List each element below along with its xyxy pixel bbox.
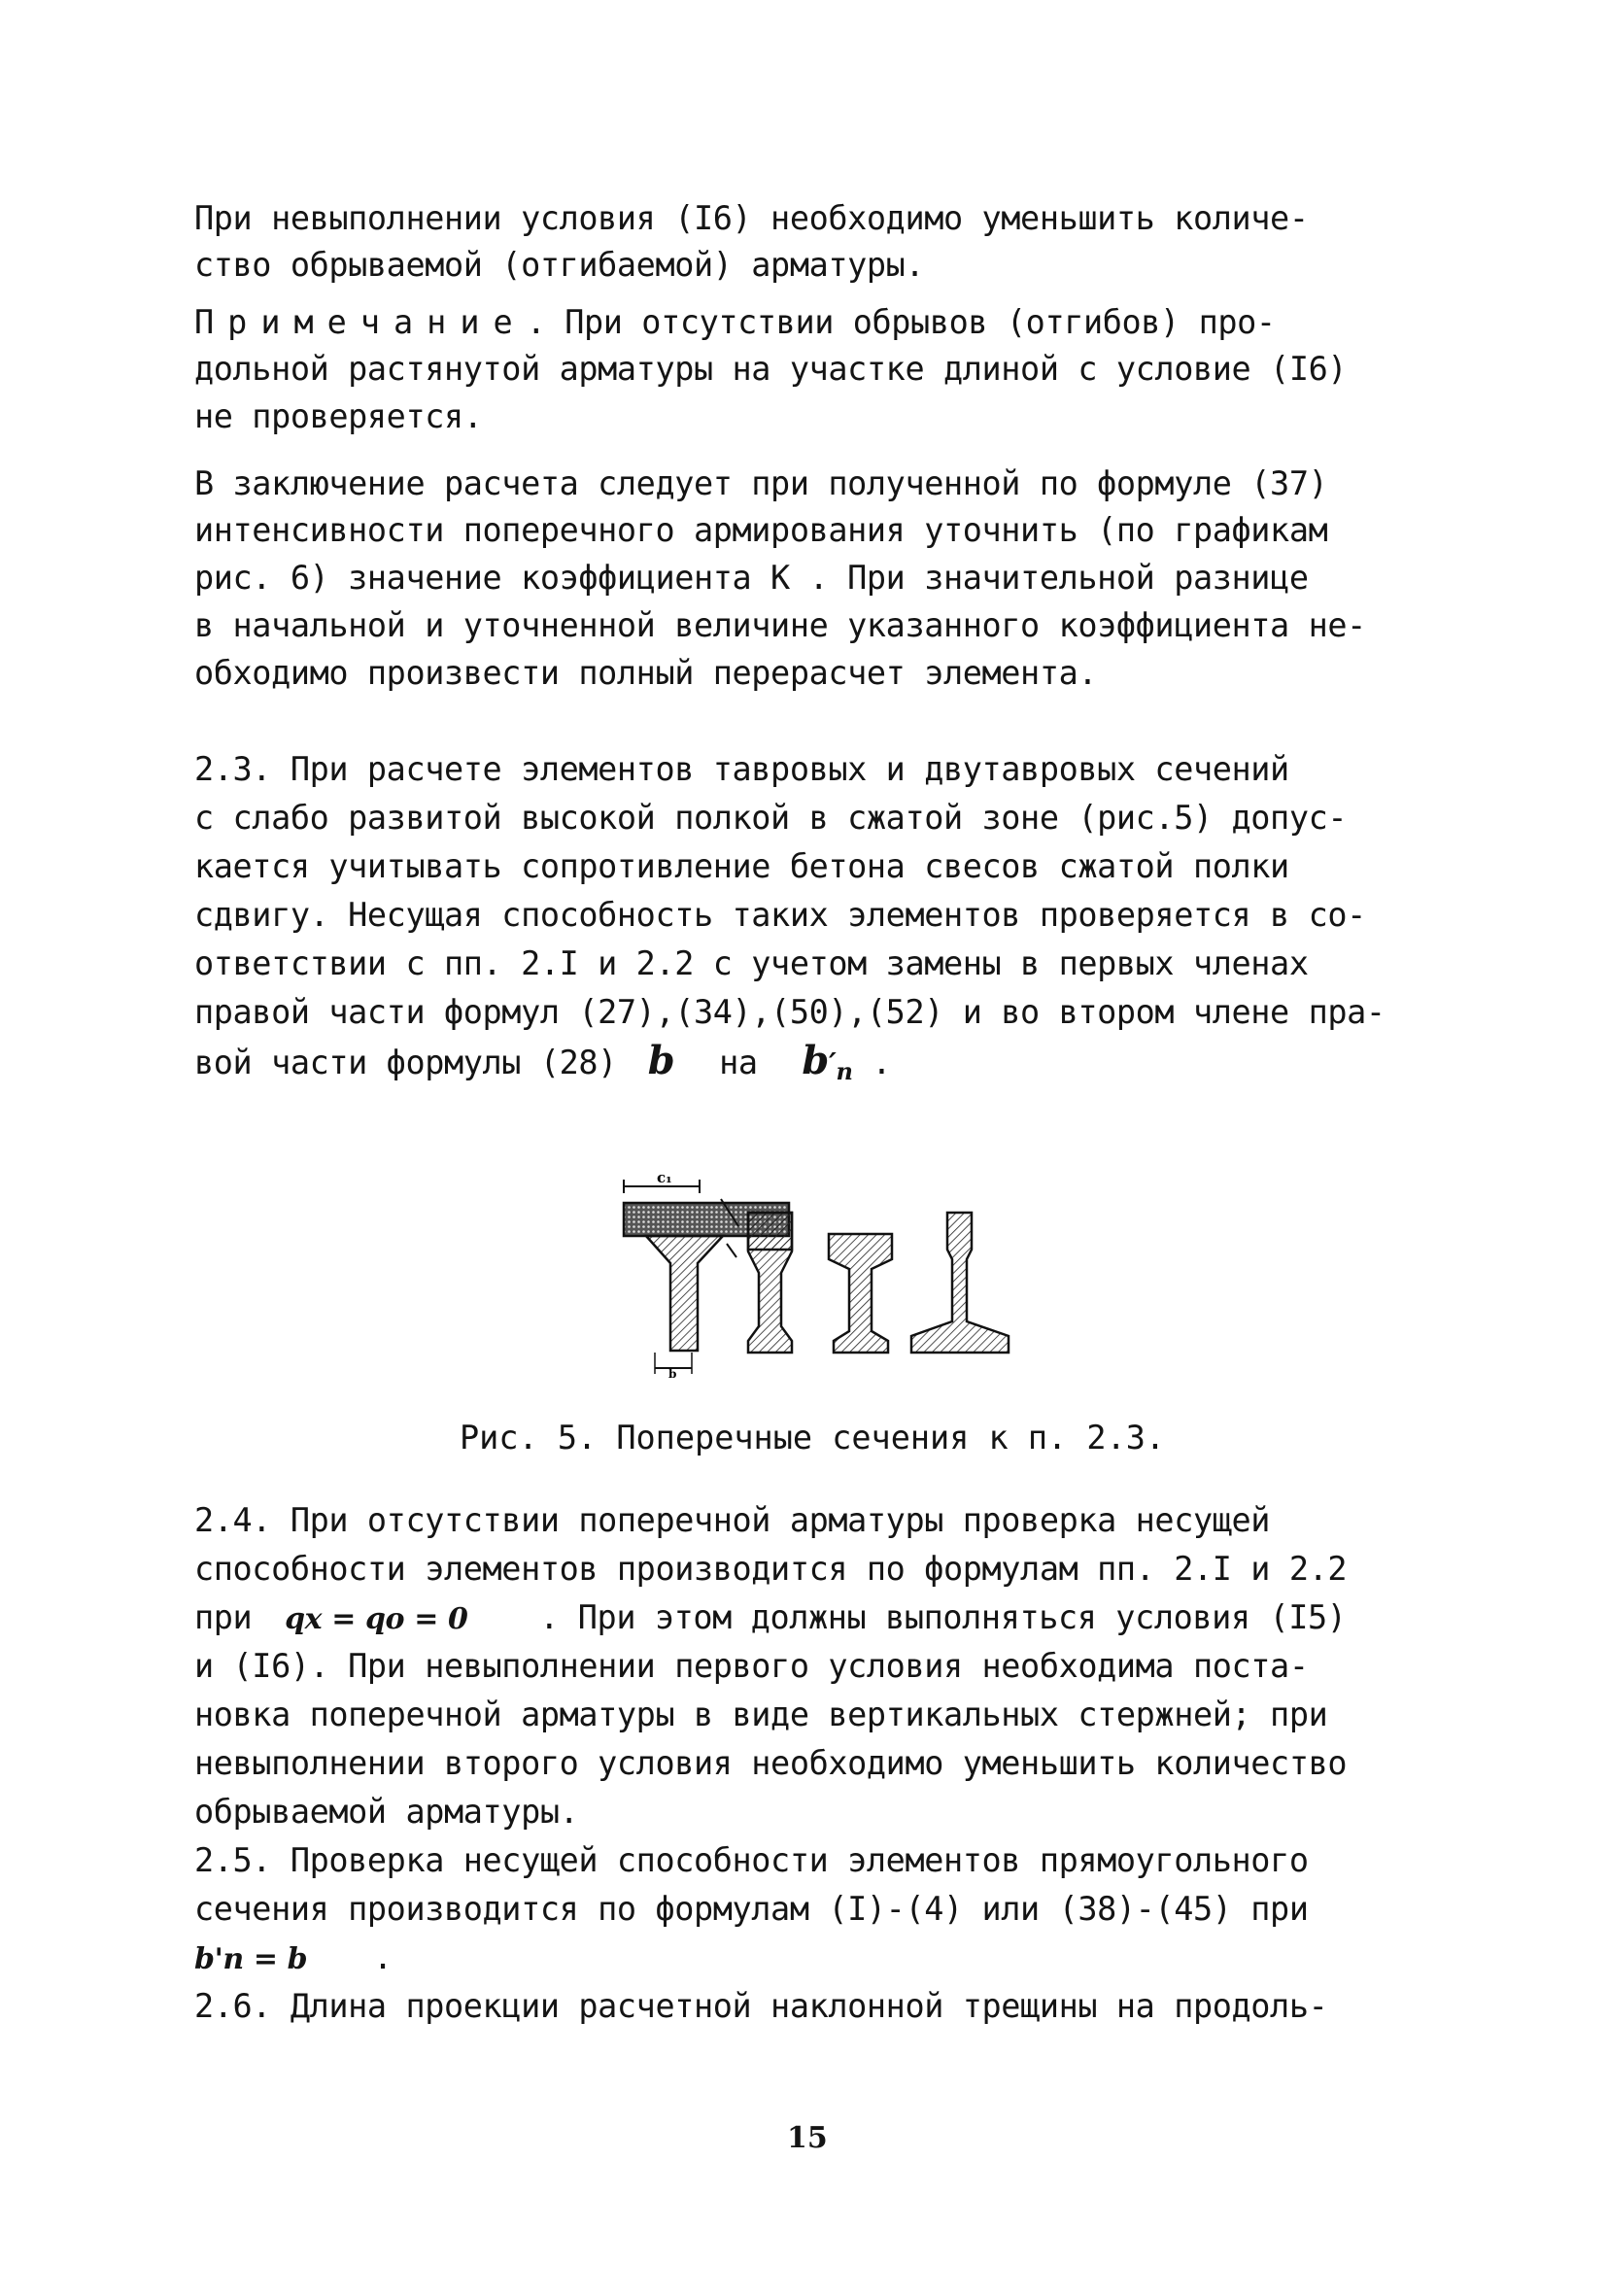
text-line — [194, 1938, 393, 1979]
text-fragment: . — [372, 1938, 393, 1976]
word-na: на — [719, 1044, 758, 1081]
symbol-b: b — [647, 1038, 675, 1083]
dim-label-top: c₁ — [657, 1169, 672, 1186]
text-line: не проверяется. — [194, 397, 483, 435]
text-line: невыполнении второго условия необходимо уменьшить количество — [194, 1744, 1348, 1782]
text-line: 2.4. При отсутствии поперечной арматуры проверка несущей — [194, 1501, 1271, 1539]
text-line: с слабо развитой высокой полкой в сжатой зоне (рис.5) допус- — [194, 799, 1348, 837]
formula-bn: b'п = b — [194, 1942, 308, 1976]
text-line: интенсивности поперечного армирования уточнить (по графикам — [194, 511, 1328, 549]
text-line: 2.3. При расчете элементов тавровых и двутавровых сечений — [194, 750, 1289, 788]
text-fragment: при — [194, 1598, 253, 1636]
text-line: новка поперечной арматуры в виде вертикальных стержней; при — [194, 1696, 1328, 1733]
text-line: В заключение расчета следует при полученной по формуле (37) — [194, 464, 1328, 502]
formula-q: qx = qo = 0 — [285, 1602, 468, 1636]
text-line: 2.5. Проверка несущей способности элементов прямоугольного — [194, 1841, 1309, 1879]
text-line: 2.6. Длина проекции расчетной наклонной трещины на продоль- — [194, 1987, 1328, 2025]
symbol-b-flange: $b'_п$ — [802, 1038, 853, 1085]
section-2-5 — [194, 1841, 1428, 1987]
text-line: обрываемой арматуры. — [194, 1793, 579, 1831]
end-dot: . — [872, 1044, 892, 1081]
section-2-4 — [194, 1501, 1428, 1841]
text-line — [194, 1598, 1347, 1639]
text-line: кается учитывать сопротивление бетона свесов сжатой полки — [194, 847, 1289, 885]
i-section-3 — [829, 1234, 892, 1353]
text-line: дольной растянутой арматуры на участке длиной с условие (I6) — [194, 350, 1348, 388]
text-line: ство обрываемой (отгибаемой) арматуры. — [194, 246, 925, 284]
dim-label-bottom: b — [668, 1367, 677, 1381]
text-line: При невыполнении условия (I6) необходимо уменьшить количе- — [194, 199, 1309, 237]
text-line: способности элементов производится по формулам пп. 2.I и 2.2 — [194, 1550, 1348, 1588]
text-line: рис. 6) значение коэффициента K . При значительной разнице — [194, 559, 1309, 597]
text-line: правой части формул (27),(34),(50),(52) и во втором члене пра- — [194, 993, 1386, 1031]
note-label: Примечание — [194, 303, 527, 341]
text-line: ответствии с пп. 2.I и 2.2 с учетом замены в первых членах — [194, 944, 1309, 982]
text-line: сечения производится по формулам (I)-(4) или (38)-(45) при — [194, 1890, 1309, 1928]
figure-caption: Рис. 5. Поперечные сечения к п. 2.3. — [460, 1419, 1166, 1456]
note-line-rest: . При отсутствии обрывов (отгибов) про- — [526, 303, 1276, 341]
page-number: 15 — [787, 2121, 828, 2155]
text-fragment: вой части формулы (28) — [194, 1044, 617, 1081]
inverted-t-section-4 — [911, 1213, 1009, 1353]
text-fragment: . При этом должны выполняться условия (I5) — [539, 1598, 1347, 1636]
text-line: обходимо произвести полный перерасчет элемента. — [194, 654, 1098, 692]
i-section-2 — [748, 1213, 792, 1353]
section-2-6 — [194, 1987, 1428, 2031]
text-line: в начальной и уточненной величине указанного коэффициента не- — [194, 606, 1366, 644]
text-line: и (I6). При невыполнении первого условия необходима поста- — [194, 1647, 1309, 1685]
text-line: сдвигу. Несущая способность таких элементов проверяется в со- — [194, 896, 1366, 934]
